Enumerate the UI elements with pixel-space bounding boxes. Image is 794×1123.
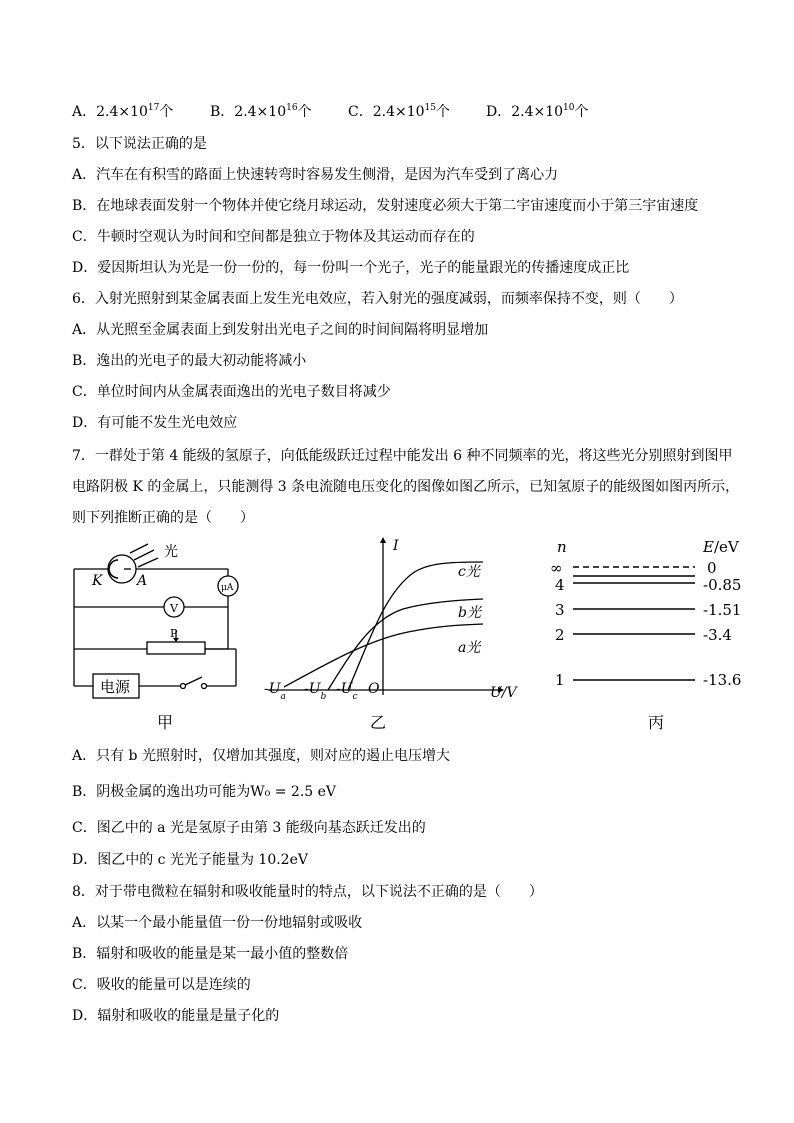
b-light-label: b光	[458, 605, 481, 621]
c-light-label: c光	[458, 564, 480, 580]
q7-option-b: B．阴极金属的逸出功可能为W₀ = 2.5 eV	[72, 784, 337, 800]
q8-option-d: D．辐射和吸收的能量是量子化的	[72, 1008, 280, 1024]
q7-option-a: A．只有 b 光照射时，仅增加其强度，则对应的遏止电压增大	[72, 748, 450, 764]
n-4: 4	[555, 576, 565, 594]
u-axis-label: U/V	[490, 685, 517, 701]
iu-graph	[258, 535, 520, 710]
q5-stem: 5．以下说法正确的是	[72, 136, 207, 152]
e-label: E/eV	[703, 538, 739, 556]
circuit-diagram	[68, 538, 248, 703]
n-inf: ∞	[550, 559, 563, 577]
figure-yi-caption: 乙	[370, 713, 387, 732]
q7-option-c: C．图乙中的 a 光是氢原子由第 3 能级向基态跃迁发出的	[72, 820, 426, 836]
ua-label: $-U_a$	[264, 681, 286, 702]
a-light-label: a光	[458, 640, 481, 656]
anode-label: A	[137, 573, 148, 589]
voltmeter-label: V	[170, 602, 178, 615]
q7-option-d: D．图乙中的 c 光光子能量为 10.2eV	[72, 852, 308, 868]
e-4: -0.85	[703, 576, 742, 594]
light-label: 光	[164, 544, 178, 560]
origin-label: O	[368, 681, 380, 697]
q6-stem: 6．入射光照射到某金属表面上发生光电效应，若入射光的强度减弱，而频率保持不变，则（ ）	[72, 291, 683, 307]
curve-c	[348, 562, 483, 690]
e-2: -3.4	[703, 626, 732, 644]
q4-option-b: B．$2.4\times 10^{16}$个	[210, 103, 312, 120]
q7-stem-line-2: 电路阴极 K 的金属上，只能测得 3 条电流随电压变化的图像如图乙所示，已知氢原子的能级图如图丙所示，	[72, 479, 740, 495]
n-label: n	[557, 538, 567, 556]
q4-option-c: C．$2.4\times 10^{15}$个	[348, 103, 450, 120]
i-axis-label: I	[393, 538, 399, 554]
ub-label: $-U_b$	[304, 681, 327, 702]
q5-option-b: B．在地球表面发射一个物体并使它绕月球运动，发射速度必须大于第二宇宙速度而小于第三宇宙速度	[72, 198, 699, 214]
source-label: 电源	[100, 678, 131, 696]
uc-label: $-U_c$	[336, 681, 358, 702]
microammeter-label: μA	[221, 583, 234, 593]
figure-bing-caption: 丙	[648, 713, 665, 732]
q5-option-a: A．汽车在有积雪的路面上快速转弯时容易发生侧滑，是因为汽车受到了离心力	[72, 167, 559, 183]
n-1: 1	[555, 671, 565, 689]
q5-option-d: D．爱因斯坦认为光是一份一份的，每一份叫一个光子，光子的能量跟光的传播速度成正比	[72, 260, 630, 276]
q7-stem-line-1: 7．一群处于第 4 能级的氢原子，向低能级跃迁过程中能发出 6 种不同频率的光，将这些光分别照射到图甲	[72, 448, 733, 464]
figure-jia-caption: 甲	[157, 713, 174, 732]
q6-option-b: B．逸出的光电子的最大初动能将减小	[72, 353, 307, 369]
q7-stem-line-3: 则下列推断正确的是（ ）	[72, 510, 254, 526]
e-1: -13.6	[703, 671, 742, 689]
q4-option-a: A．$2.4\times 10^{17}$个	[72, 103, 174, 120]
n-2: 2	[555, 626, 565, 644]
q8-option-a: A．以某一个最小能量值一份一份地辐射或吸收	[72, 915, 363, 931]
e-inf: 0	[707, 559, 717, 577]
q6-option-d: D．有可能不发生光电效应	[72, 415, 238, 431]
rheostat	[147, 642, 205, 654]
q8-option-c: C．吸收的能量可以是连续的	[72, 977, 251, 993]
q6-option-c: C．单位时间内从金属表面逸出的光电子数目将减少	[72, 384, 391, 400]
e-3: -1.51	[703, 601, 742, 619]
photo-tube	[108, 555, 136, 583]
q5-option-c: C．牛顿时空观认为时间和空间都是独立于物体及其运动而存在的	[72, 229, 475, 245]
q6-option-a: A．从光照至金属表面上到发射出光电子之间的时间间隔将明显增加	[72, 322, 489, 338]
q8-option-b: B．辐射和吸收的能量是某一最小值的整数倍	[72, 946, 349, 962]
cathode-label: K	[92, 573, 103, 589]
n-3: 3	[555, 601, 565, 619]
q8-stem: 8．对于带电微粒在辐射和吸收能量时的特点，以下说法不正确的是（ ）	[72, 884, 543, 900]
slider-label: P	[170, 627, 178, 640]
energy-level-diagram	[545, 535, 755, 695]
q4-option-d: D．$2.4\times 10^{10}$个	[486, 103, 589, 120]
